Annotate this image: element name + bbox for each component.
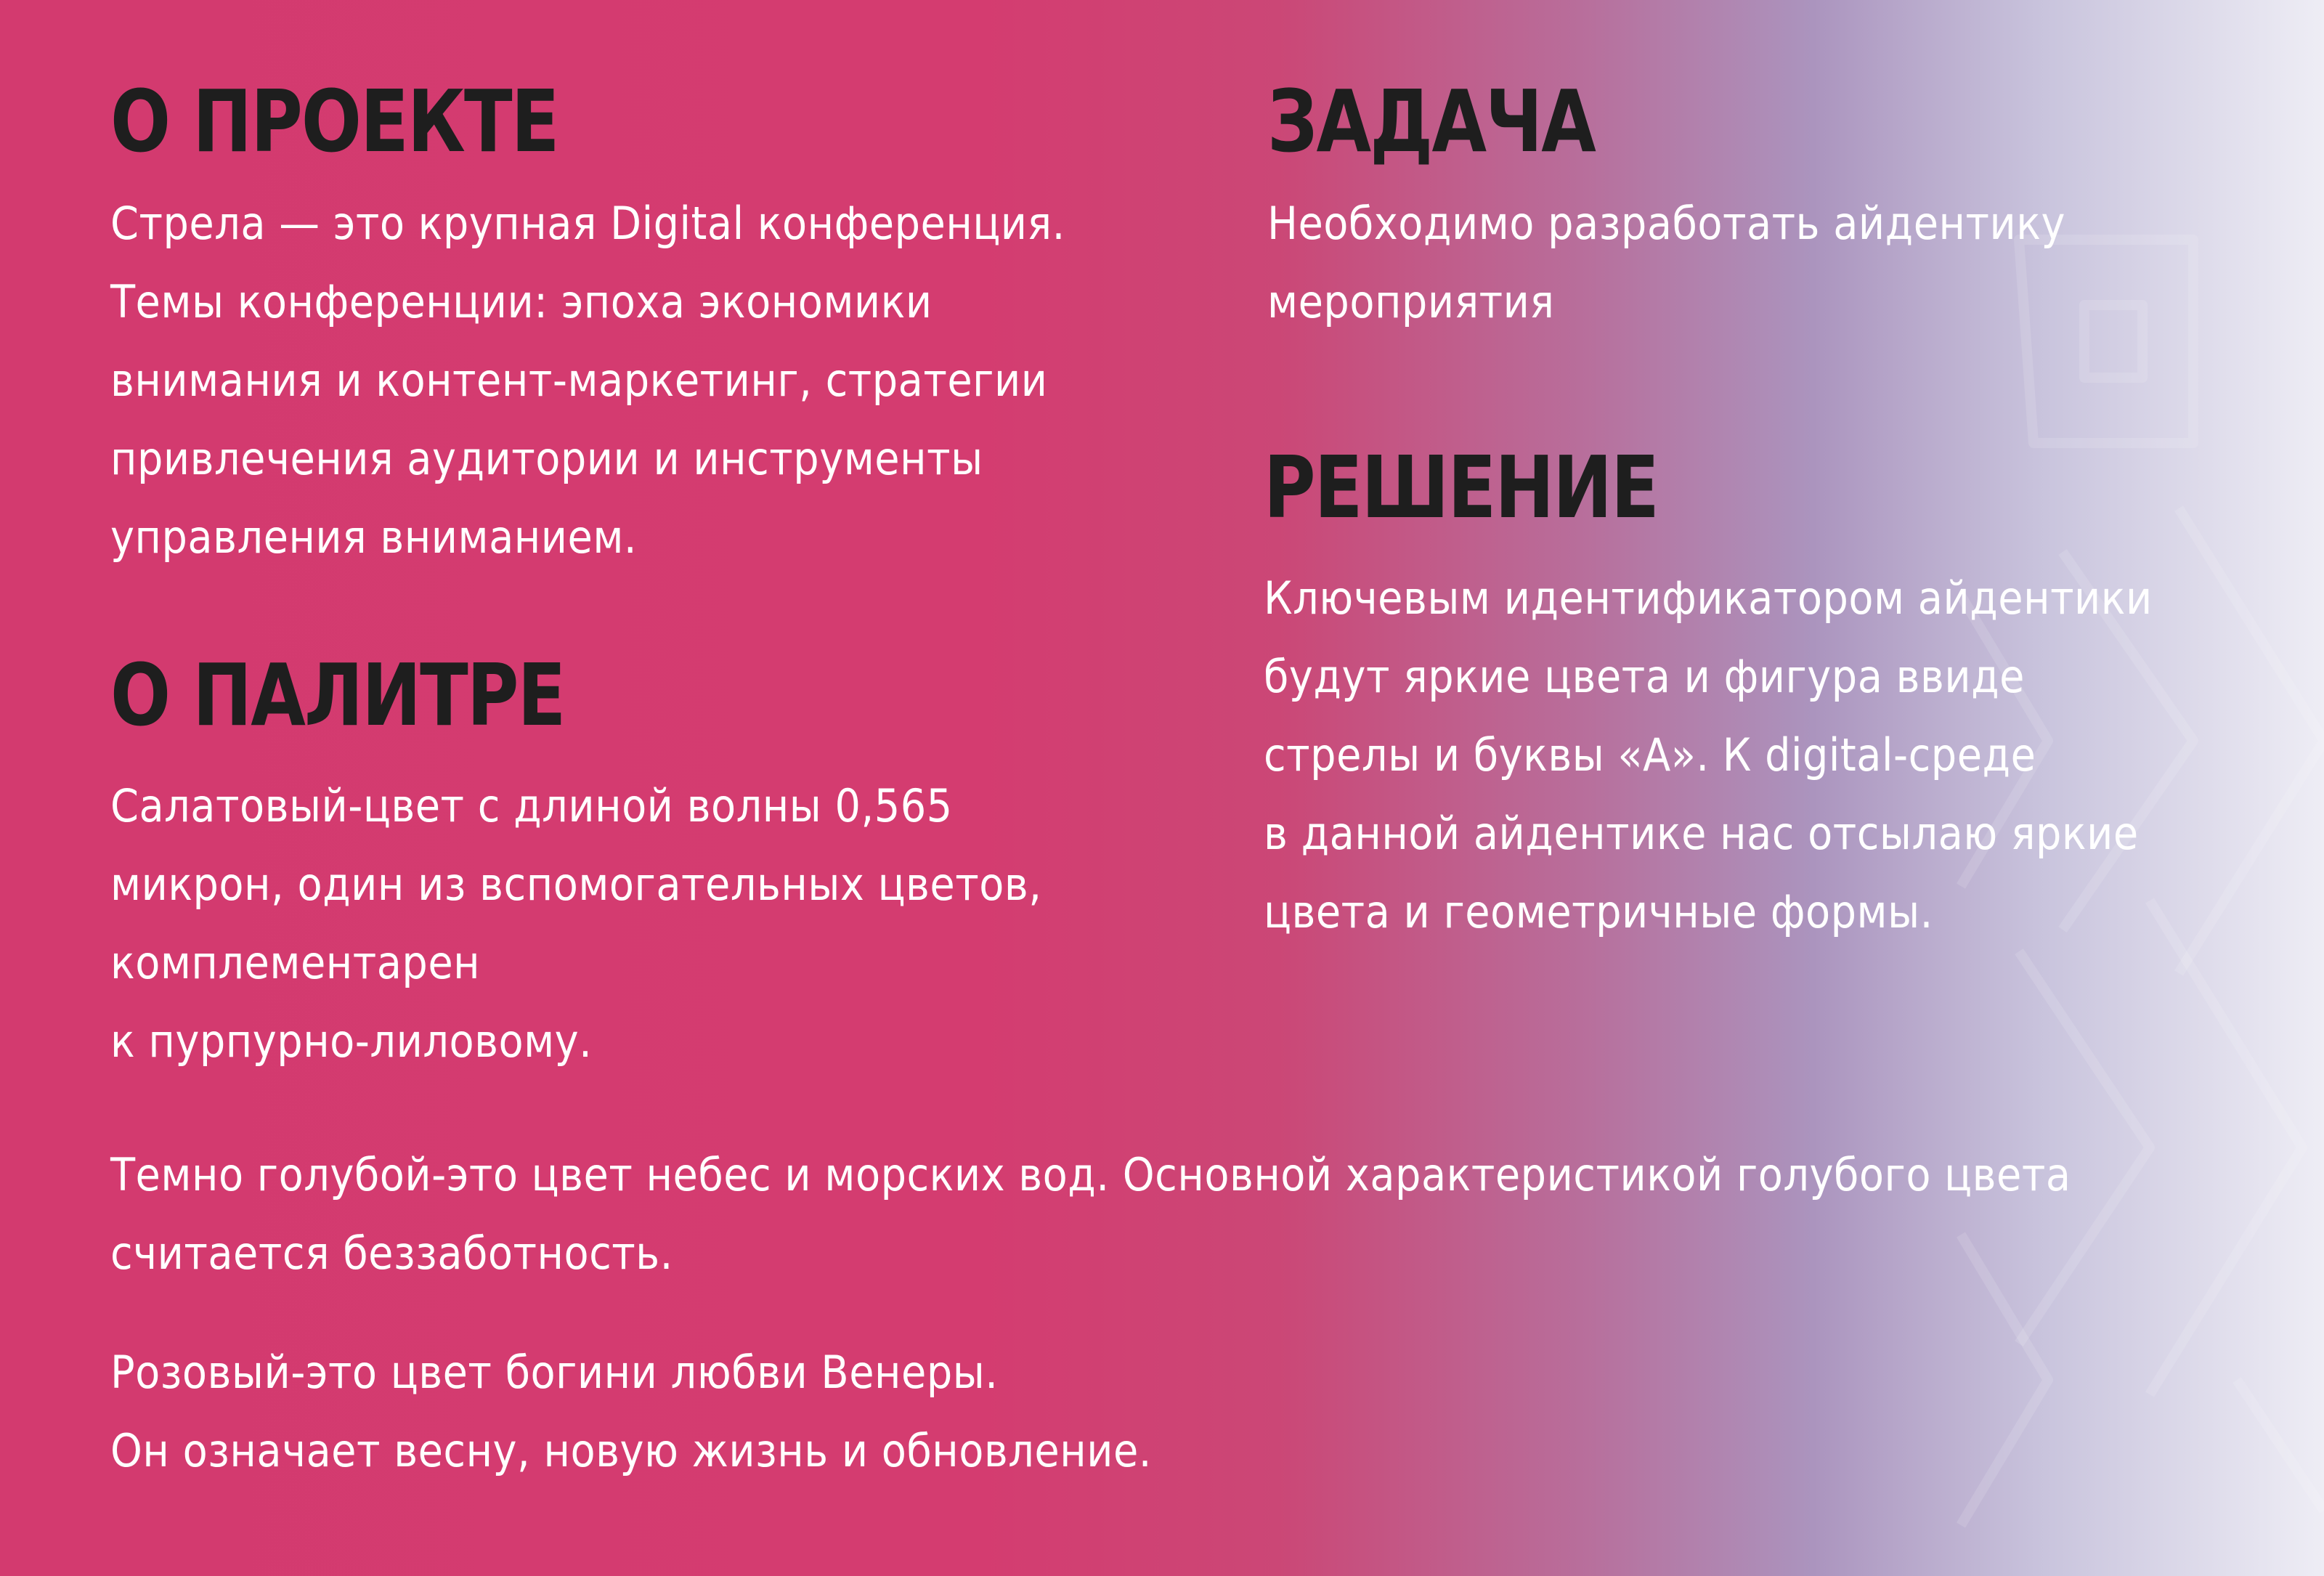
- text-line: Темы конференции: эпоха экономики: [110, 275, 933, 328]
- solution-text: [1264, 559, 2280, 951]
- text-line: комплементарен: [110, 936, 481, 989]
- dark-blue-text: [110, 1136, 2217, 1293]
- text-line: Он означает весну, новую жизнь и обновление.: [110, 1424, 1153, 1477]
- text-line: к пурпурно-лиловому.: [110, 1015, 593, 1068]
- palette-section: [110, 645, 1200, 1081]
- solution-heading: РЕШЕНИЕ: [1264, 437, 1659, 537]
- text-line: цвета и геометричные формы.: [1264, 885, 1933, 938]
- text-line: считается беззаботность.: [110, 1227, 673, 1280]
- text-line: в данной айдентике нас отсылаю яркие: [1264, 807, 2139, 860]
- solution-section: [1264, 437, 2280, 951]
- text-line: Темно голубой-это цвет небес и морских вод. Основной характеристикой голубого цвета: [110, 1148, 2071, 1201]
- text-line: Салатовый-цвет с длиной волны 0,565: [110, 779, 953, 832]
- text-line: будут яркие цвета и фигура ввиде: [1264, 650, 2025, 703]
- about-project-text: [110, 184, 1200, 577]
- task-heading: ЗАДАЧА: [1267, 71, 1596, 171]
- text-line: мероприятия: [1267, 275, 1555, 328]
- text-line: Ключевым идентификатором айдентики: [1264, 572, 2153, 625]
- text-line: внимания и контент-маркетинг, стратегии: [110, 354, 1048, 407]
- about-project-section: [110, 71, 1200, 577]
- palette-heading: О ПАЛИТРЕ: [110, 645, 565, 745]
- pink-section: [110, 1333, 1563, 1490]
- text-line: микрон, один из вспомогательных цветов,: [110, 858, 1042, 911]
- text-line: привлечения аудитории и инструменты: [110, 432, 983, 485]
- palette-text: [110, 767, 1200, 1081]
- about-project-heading: О ПРОЕКТЕ: [110, 71, 558, 171]
- text-line: Розовый-это цвет богини любви Венеры.: [110, 1346, 999, 1399]
- text-line: управления вниманием.: [110, 511, 638, 564]
- task-section: [1267, 71, 2211, 341]
- dark-blue-section: [110, 1136, 2217, 1293]
- text-line: Стрела — это крупная Digital конференция.: [110, 197, 1065, 250]
- text-line: Необходимо разработать айдентику: [1267, 197, 2065, 250]
- text-line: стрелы и буквы «А». К digital-среде: [1264, 728, 2036, 781]
- pink-text: [110, 1333, 1563, 1490]
- task-text: [1267, 184, 2211, 341]
